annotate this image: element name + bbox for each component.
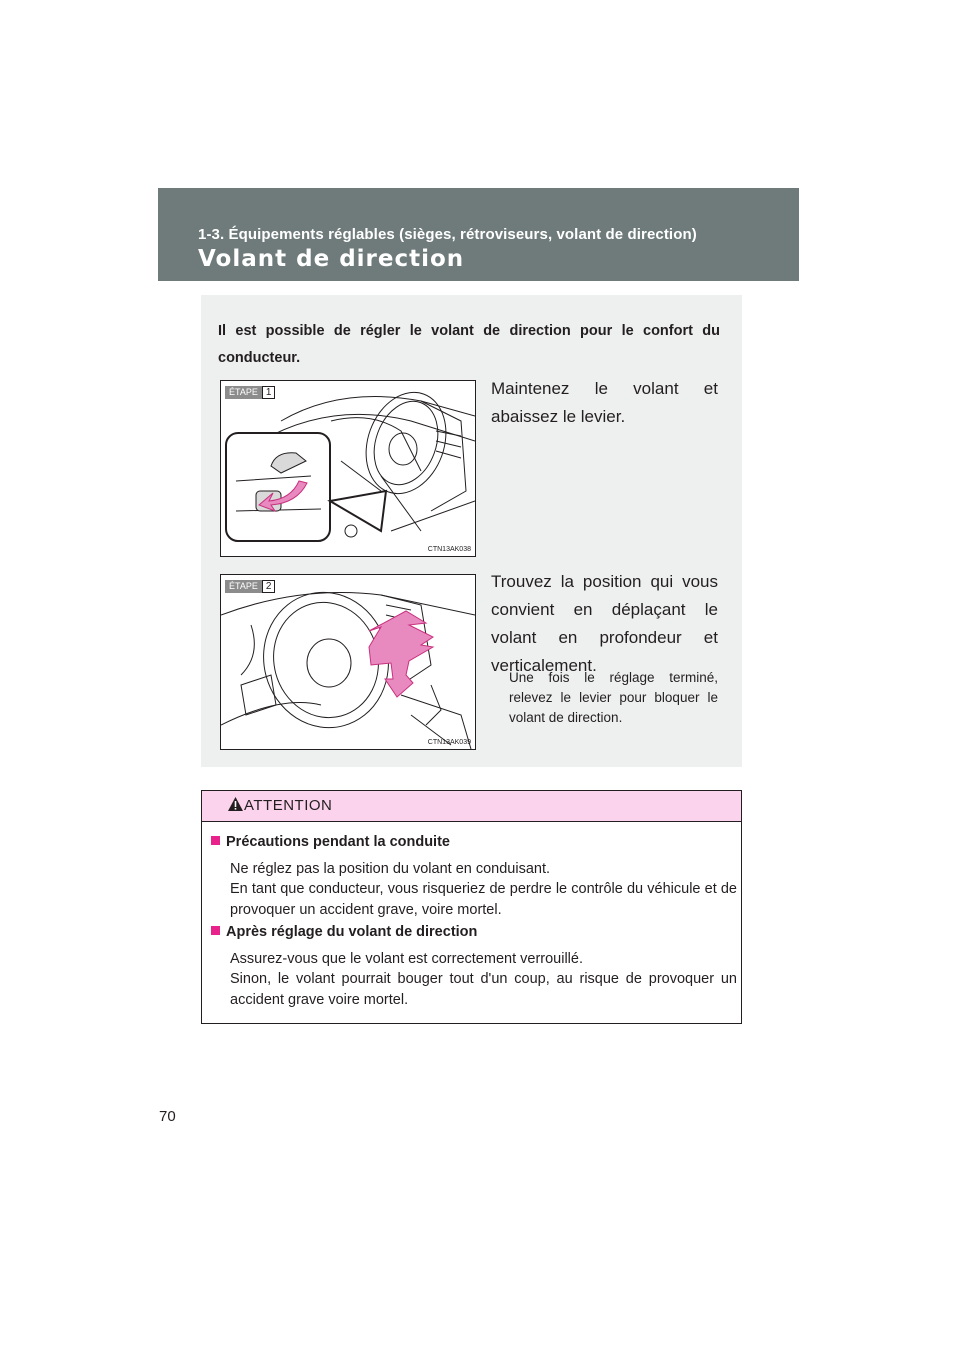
section-label: 1-3. Équipements réglables (sièges, rétroviseurs, volant de direction) bbox=[198, 226, 697, 243]
intro-text: Il est possible de régler le volant de direction pour le confort du conducteur. bbox=[218, 323, 720, 366]
step2-badge-label: ÉTAPE bbox=[225, 580, 262, 593]
step2-badge bbox=[225, 580, 275, 593]
step2-badge-number: 2 bbox=[262, 580, 276, 593]
warning-item-line: Ne réglez pas la position du volant en conduisant. bbox=[230, 861, 551, 877]
warning-label: ATTENTION bbox=[244, 797, 333, 814]
step2-text: Trouvez la position qui vous convient en déplaçant le volant en profondeur et verticalement. bbox=[491, 572, 718, 675]
page-title: Volant de direction bbox=[198, 246, 465, 272]
step1-text: Maintenez le volant et abaissez le levier. bbox=[491, 379, 718, 426]
warning-header bbox=[202, 791, 741, 822]
warning-item-line: En tant que conducteur, vous risqueriez de perdre le contrôle du véhicule et de provoquer un accident grave, voire mortel. bbox=[230, 881, 737, 918]
step1-badge-number: 1 bbox=[262, 386, 276, 399]
bullet-square-icon bbox=[211, 836, 220, 845]
bullet-square-icon bbox=[211, 926, 220, 935]
warning-item-line: Assurez-vous que le volant est correctement verrouillé. bbox=[230, 951, 583, 967]
steering-lever-drawing bbox=[221, 381, 475, 556]
warning-item-line: Sinon, le volant pourrait bouger tout d'un coup, au risque de provoquer un accident grave voire mortel. bbox=[230, 971, 737, 1008]
step1-image-code: CTN13AK038 bbox=[427, 546, 471, 553]
warning-item-heading: Précautions pendant la conduite bbox=[211, 834, 450, 850]
step2-image-code: CTN13AK039 bbox=[427, 739, 471, 746]
warning-triangle-icon bbox=[227, 796, 244, 812]
step2-note: Une fois le réglage terminé, relevez le levier pour bloquer le volant de direction. bbox=[509, 670, 718, 725]
section-header bbox=[158, 188, 799, 281]
step1-badge-label: ÉTAPE bbox=[225, 386, 262, 399]
warning-box bbox=[201, 790, 742, 1024]
step1-badge bbox=[225, 386, 275, 399]
page-number: 70 bbox=[159, 1108, 176, 1125]
step2-illustration bbox=[220, 574, 476, 750]
step1-illustration bbox=[220, 380, 476, 557]
warning-item-heading: Après réglage du volant de direction bbox=[211, 924, 477, 940]
steering-adjust-drawing bbox=[221, 575, 475, 749]
